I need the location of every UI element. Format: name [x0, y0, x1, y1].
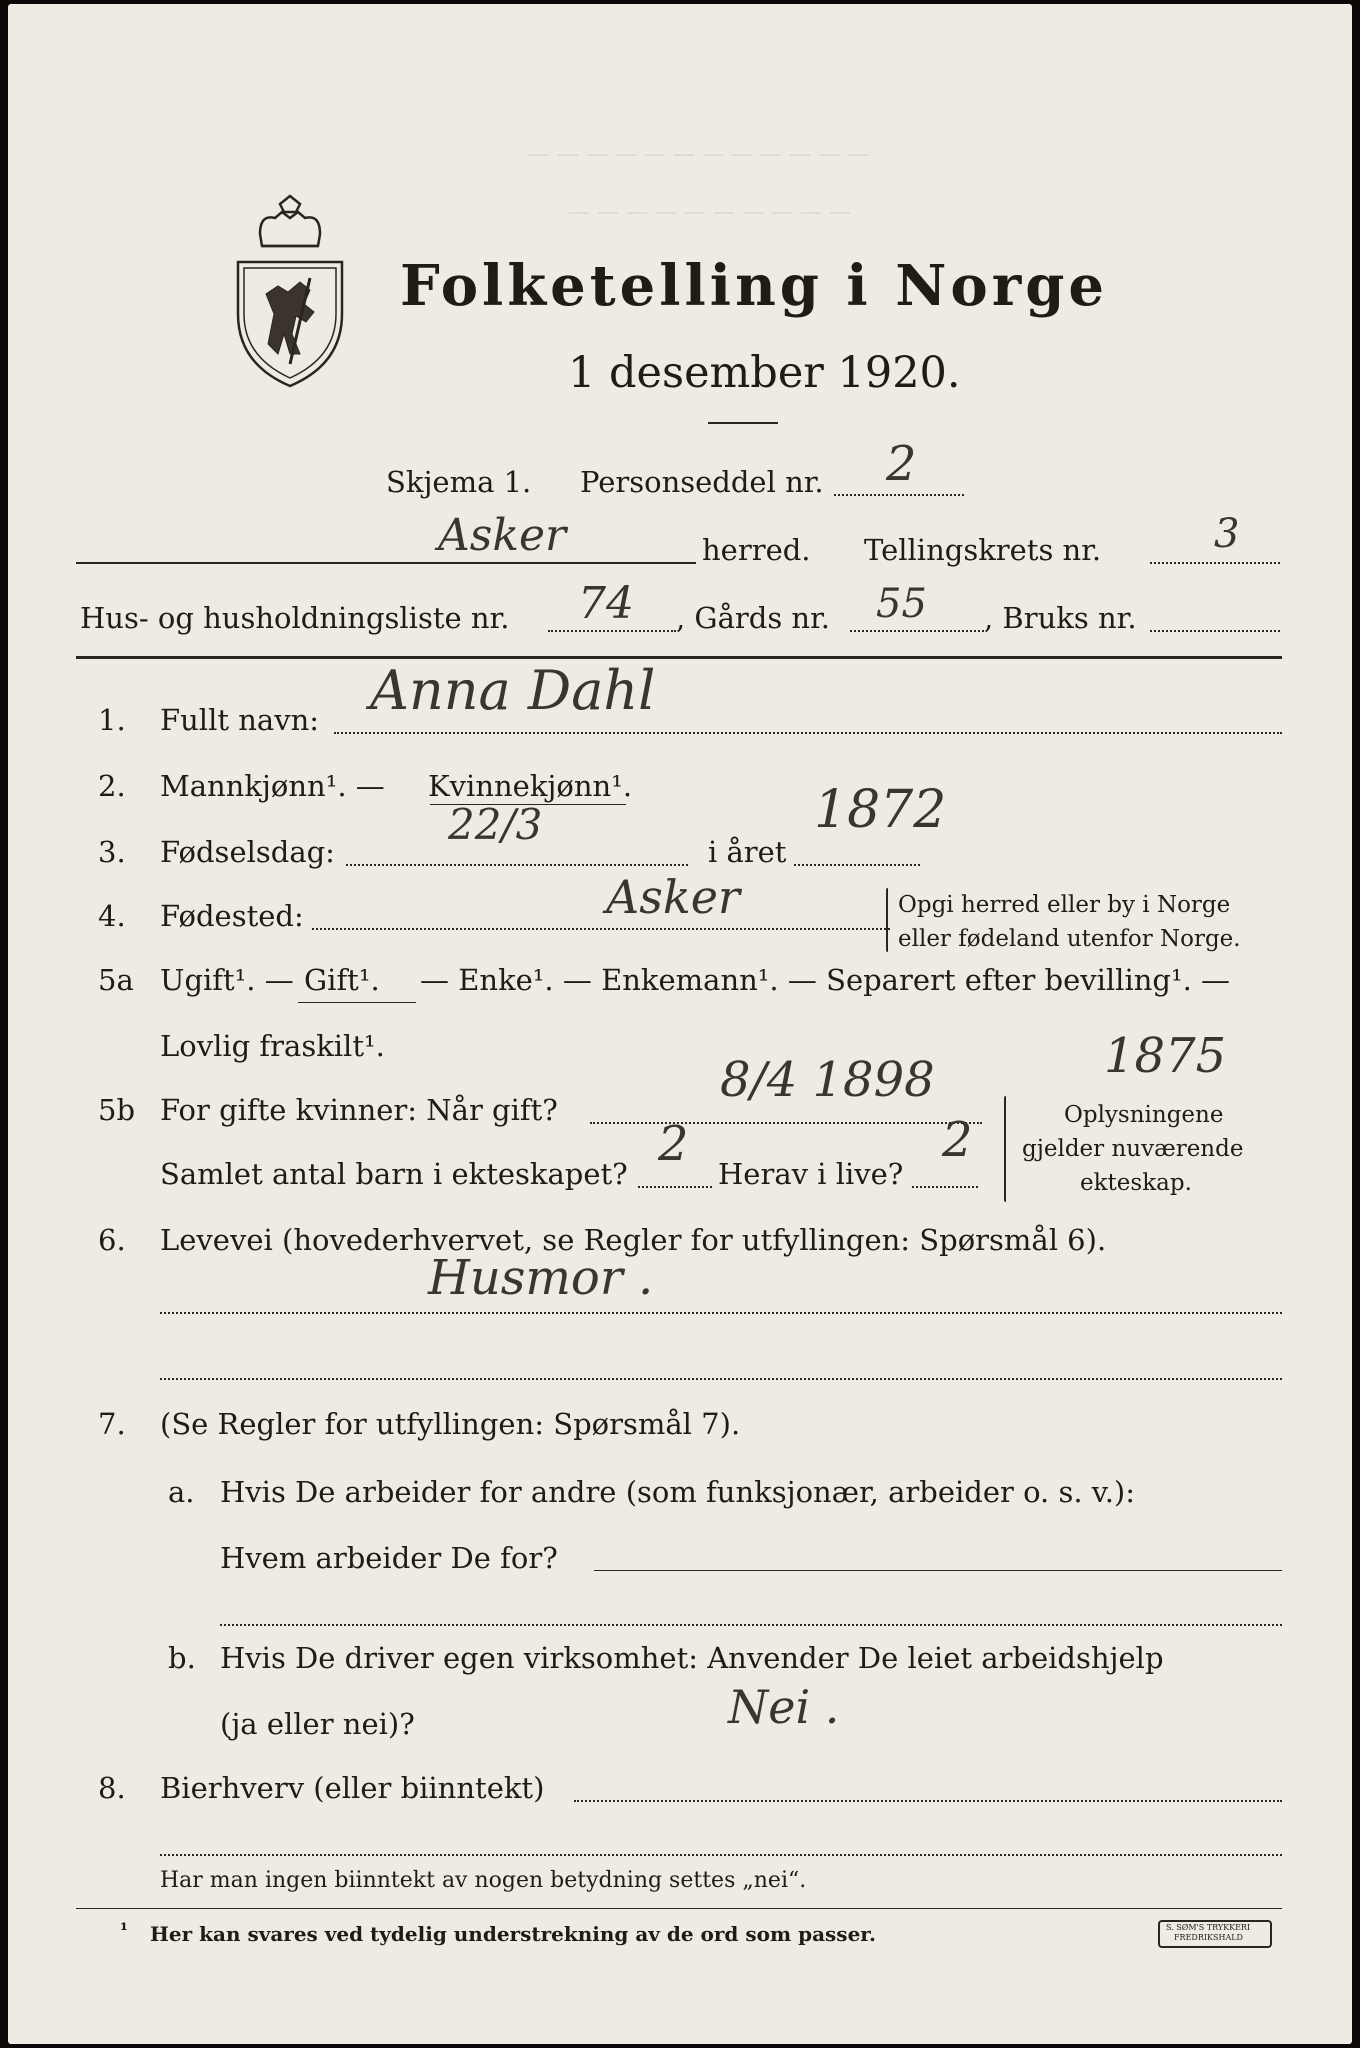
q8-number: 8.: [98, 1771, 126, 1805]
printer-mark: [1158, 1920, 1272, 1948]
footnote-mark: ¹: [120, 1920, 128, 1941]
q3-day-value: 22/3: [448, 800, 543, 849]
q2-male: Mannkjønn¹. —: [160, 769, 385, 803]
q5b-note-bracket: [1004, 1096, 1006, 1202]
q5a-underline: [298, 1002, 416, 1003]
q7-label: (Se Regler for utfyllingen: Spørsmål 7).: [160, 1407, 741, 1441]
q8-line2: [160, 1854, 1282, 1856]
personseddel-label: Personseddel nr.: [580, 465, 824, 499]
tellingskrets-label: Tellingskrets nr.: [864, 533, 1102, 567]
q4-note-bracket: [886, 888, 888, 952]
q7-number: 7.: [98, 1407, 126, 1441]
q7b-text: Hvis De driver egen virksomhet: Anvender De leiet arbeidshjelp: [220, 1641, 1164, 1675]
q7b-question: (ja eller nei)?: [220, 1707, 415, 1741]
hus-label: Hus- og husholdningsliste nr.: [80, 601, 510, 635]
q7a-question: Hvem arbeider De for?: [220, 1541, 558, 1575]
q5b-alive-label: Herav i live?: [718, 1157, 904, 1191]
gards-label: , Gårds nr.: [676, 601, 830, 635]
q5b-alive-line: [912, 1186, 978, 1188]
gards-value: 55: [876, 581, 927, 627]
census-form: [8, 4, 1352, 2044]
q4-label: Fødested:: [160, 899, 304, 933]
q6-value: Husmor .: [428, 1250, 654, 1306]
q1-line: [334, 732, 1282, 734]
q7a-text: Hvis De arbeider for andre (som funksjonær, arbeider o. s. v.):: [220, 1475, 1136, 1509]
q3-number: 3.: [98, 835, 126, 869]
q5b-note-line1: Oplysningene: [1064, 1102, 1224, 1128]
q2-female: Kvinnekjønn¹.: [428, 769, 633, 803]
q5a-rest: — Enke¹. — Enkemann¹. — Separert efter bevilling¹. —: [420, 963, 1231, 997]
q5a-ugift: Ugift¹. —: [160, 963, 294, 997]
q2-number: 2.: [98, 769, 126, 803]
tellingskrets-value: 3: [1214, 511, 1240, 557]
bleed-through-text: — — — — — — — — — — — —: [528, 142, 869, 167]
q7a-number: a.: [168, 1475, 195, 1509]
q5b-margin-note: 1875: [1104, 1028, 1227, 1084]
form-date: 1 desember 1920.: [568, 348, 961, 398]
q5a-line2: Lovlig fraskilt¹.: [160, 1029, 385, 1063]
tellingskrets-line: [1150, 562, 1280, 564]
q7a-line1: [594, 1570, 1282, 1571]
printer-mark-line2: FREDRIKSHALD: [1174, 1933, 1243, 1942]
q3-year-label: i året: [708, 835, 787, 869]
q3-label: Fødselsdag:: [160, 835, 335, 869]
q1-label: Fullt navn:: [160, 703, 320, 737]
q7b-value: Nei .: [728, 1680, 840, 1734]
q1-value: Anna Dahl: [370, 659, 656, 722]
q3-year-line: [794, 864, 920, 866]
herred-label: herred.: [702, 533, 811, 567]
q5a-gift: Gift¹.: [304, 963, 380, 997]
q6-label: Levevei (hovederhvervet, se Regler for utfyllingen: Spørsmål 6).: [160, 1223, 1107, 1257]
q1-number: 1.: [98, 703, 126, 737]
q8-line1: [574, 1800, 1282, 1802]
q5b-value: 8/4 1898: [720, 1052, 935, 1108]
q6-line1: [160, 1312, 1282, 1314]
title-divider: [708, 422, 778, 424]
printer-mark-line1: S. SØM'S TRYKKERI: [1166, 1923, 1251, 1932]
gards-line: [850, 630, 984, 632]
q5b-label: For gifte kvinner: Når gift?: [160, 1093, 558, 1127]
bleed-through-text: — — — — — — — — — —: [568, 200, 851, 225]
footnote: Her kan svares ved tydelig understrekning av de ord som passer.: [150, 1922, 876, 1946]
bruks-line: [1150, 630, 1280, 632]
bruks-label: , Bruks nr.: [984, 601, 1137, 635]
q5b-alive-value: 2: [942, 1112, 973, 1168]
q7b-number: b.: [168, 1641, 196, 1675]
hus-line: [548, 630, 676, 632]
herred-line: [76, 562, 696, 564]
header-divider: [76, 656, 1282, 659]
q4-value: Asker: [606, 870, 740, 924]
coat-of-arms-icon: [230, 194, 350, 394]
q4-line: [312, 928, 890, 930]
q5b-number: 5b: [98, 1093, 136, 1127]
q3-year-value: 1872: [814, 780, 947, 840]
q8-label: Bierhverv (eller biinntekt): [160, 1771, 545, 1805]
q4-number: 4.: [98, 899, 126, 933]
q6-line2: [160, 1378, 1282, 1380]
q3-day-line: [346, 864, 688, 866]
footer-divider: [76, 1908, 1282, 1909]
q5b-children-label: Samlet antal barn i ekteskapet?: [160, 1157, 628, 1191]
q5b-note-line3: ekteskap.: [1080, 1170, 1192, 1196]
herred-value: Asker: [438, 510, 567, 561]
q7a-line2: [220, 1624, 1282, 1626]
form-title: Folketelling i Norge: [400, 253, 1109, 319]
skjema-label: Skjema 1.: [386, 465, 532, 499]
q5a-number: 5a: [98, 963, 134, 997]
q5b-children-line: [638, 1186, 712, 1188]
q5b-children-value: 2: [658, 1116, 689, 1172]
q5b-note-line2: gjelder nuværende: [1022, 1136, 1244, 1162]
personseddel-value: 2: [886, 436, 917, 492]
q4-note-line2: eller fødeland utenfor Norge.: [898, 926, 1241, 952]
q6-number: 6.: [98, 1223, 126, 1257]
hus-value: 74: [578, 578, 634, 629]
personseddel-line: [834, 494, 964, 496]
q4-note-line1: Opgi herred eller by i Norge: [898, 892, 1231, 918]
q5b-line: [590, 1122, 982, 1124]
footer-note: Har man ingen biinntekt av nogen betydning settes „nei“.: [160, 1868, 807, 1893]
